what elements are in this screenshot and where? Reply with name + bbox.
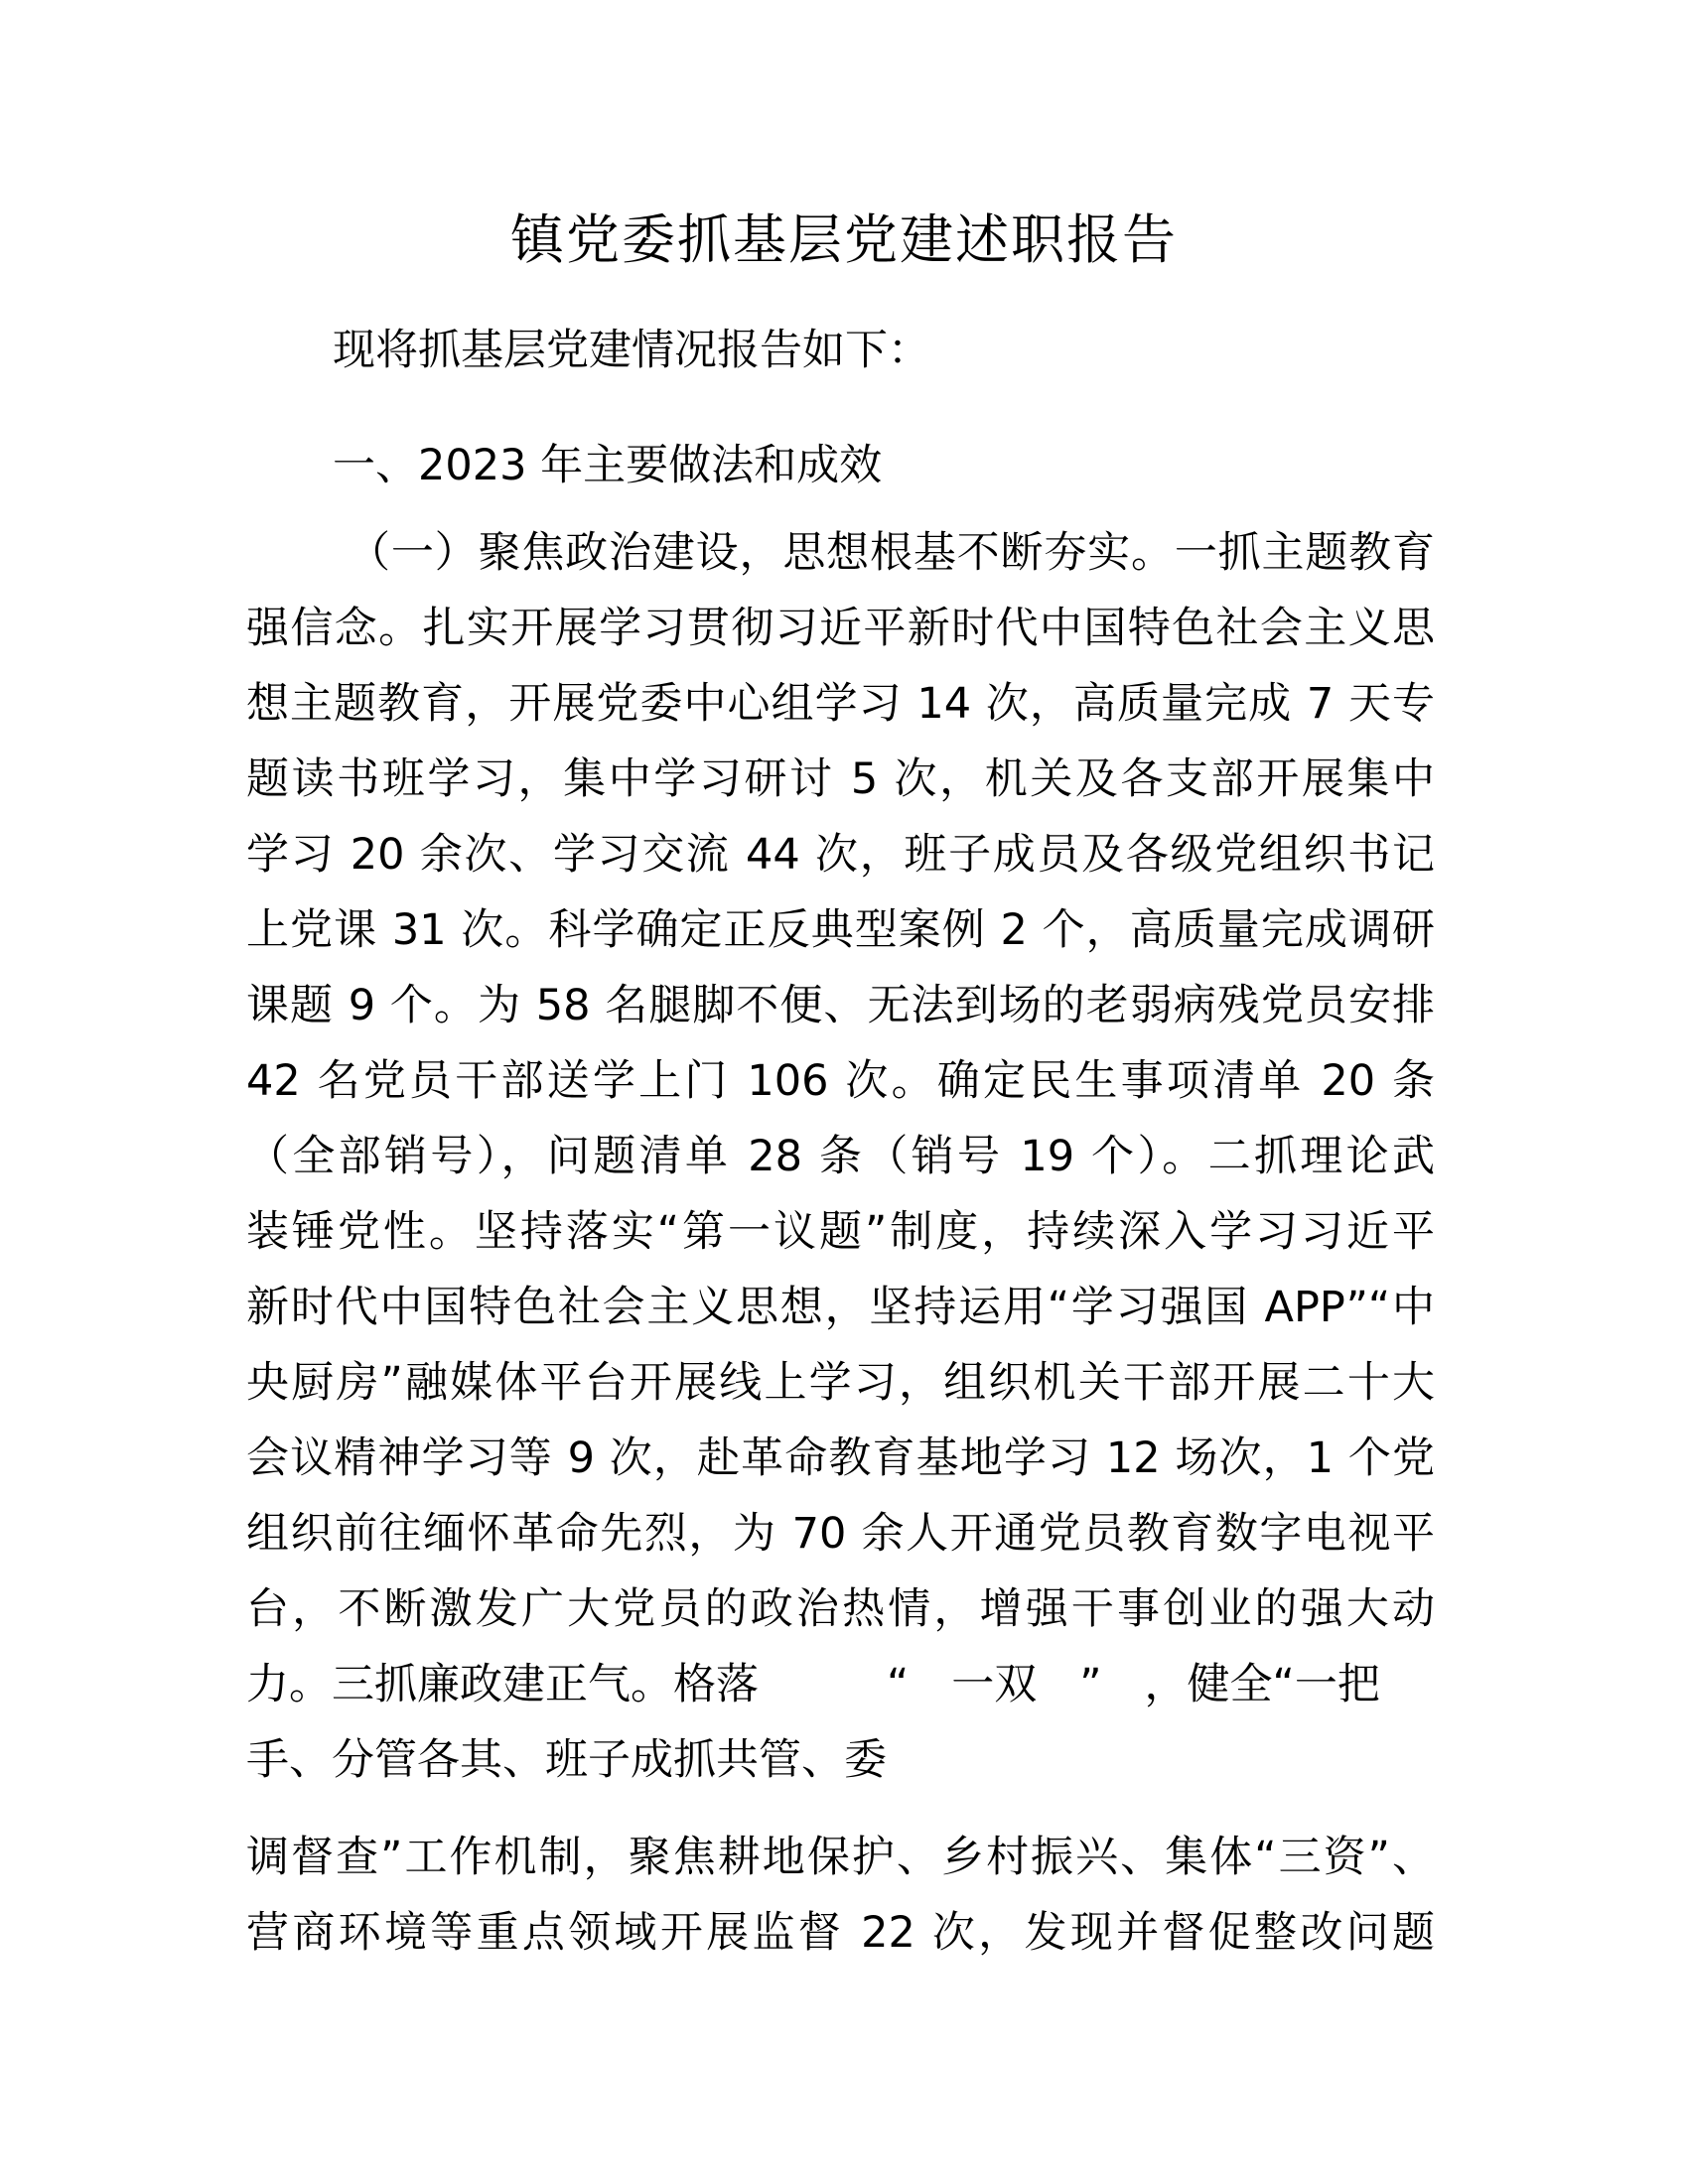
body-line: 调督查”工作机制，聚焦耕地保护、乡村振兴、集体“三资”、	[246, 1833, 1435, 1882]
body-line: 手、分管各其、班子成抓共管、委	[246, 1735, 887, 1785]
body-line: 上党课 31 次。科学确定正反典型案例 2 个，高质量完成调研	[246, 905, 1435, 955]
body-line: 42 名党员干部送学上门 106 次。确定民生事项清单 20 条	[246, 1056, 1435, 1106]
body-line: 课题 9 个。为 58 名腿脚不便、无法到场的老弱病残党员安排	[246, 981, 1435, 1030]
body-line: 学习 20 余次、学习交流 44 次，班子成员及各级党组织书记	[246, 830, 1435, 880]
document-title: 镇党委抓基层党建述职报告	[510, 208, 1178, 271]
body-line: 强信念。扎实开展学习贯彻习近平新时代中国特色社会主义思	[246, 604, 1435, 653]
body-line: 装锤党性。坚持落实“第一议题”制度，持续深入学习习近平	[246, 1207, 1435, 1257]
body-line: 力。三抓廉政建正气。格落 “ 一双 ” ，健全“一把	[246, 1660, 1380, 1709]
body-line: 会议精神学习等 9 次，赴革命教育基地学习 12 场次，1 个党	[246, 1433, 1435, 1483]
intro-paragraph: 现将抓基层党建情况报告如下：	[333, 326, 930, 375]
body-line: 台，不断激发广大党员的政治热情，增强干事创业的强大动	[246, 1584, 1435, 1634]
body-line: 组织前往缅怀革命先烈，为 70 余人开通党员教育数字电视平	[246, 1509, 1435, 1559]
body-line: （一）聚焦政治建设，思想根基不断夯实。一抓主题教育	[348, 528, 1435, 578]
body-line: 新时代中国特色社会主义思想，坚持运用“学习强国 APP”“中	[246, 1283, 1435, 1332]
body-line: 营商环境等重点领域开展监督 22 次，发现并督促整改问题	[246, 1908, 1435, 1958]
body-line: 题读书班学习，集中学习研讨 5 次，机关及各支部开展集中	[246, 754, 1435, 804]
body-line: （全部销号），问题清单 28 条（销号 19 个）。二抓理论武	[246, 1132, 1435, 1181]
body-line: 央厨房”融媒体平台开展线上学习，组织机关干部开展二十大	[246, 1358, 1435, 1408]
section-heading: 一、2023 年主要做法和成效	[333, 441, 883, 490]
body-line: 想主题教育，开展党委中心组学习 14 次，高质量完成 7 天专	[246, 679, 1435, 729]
